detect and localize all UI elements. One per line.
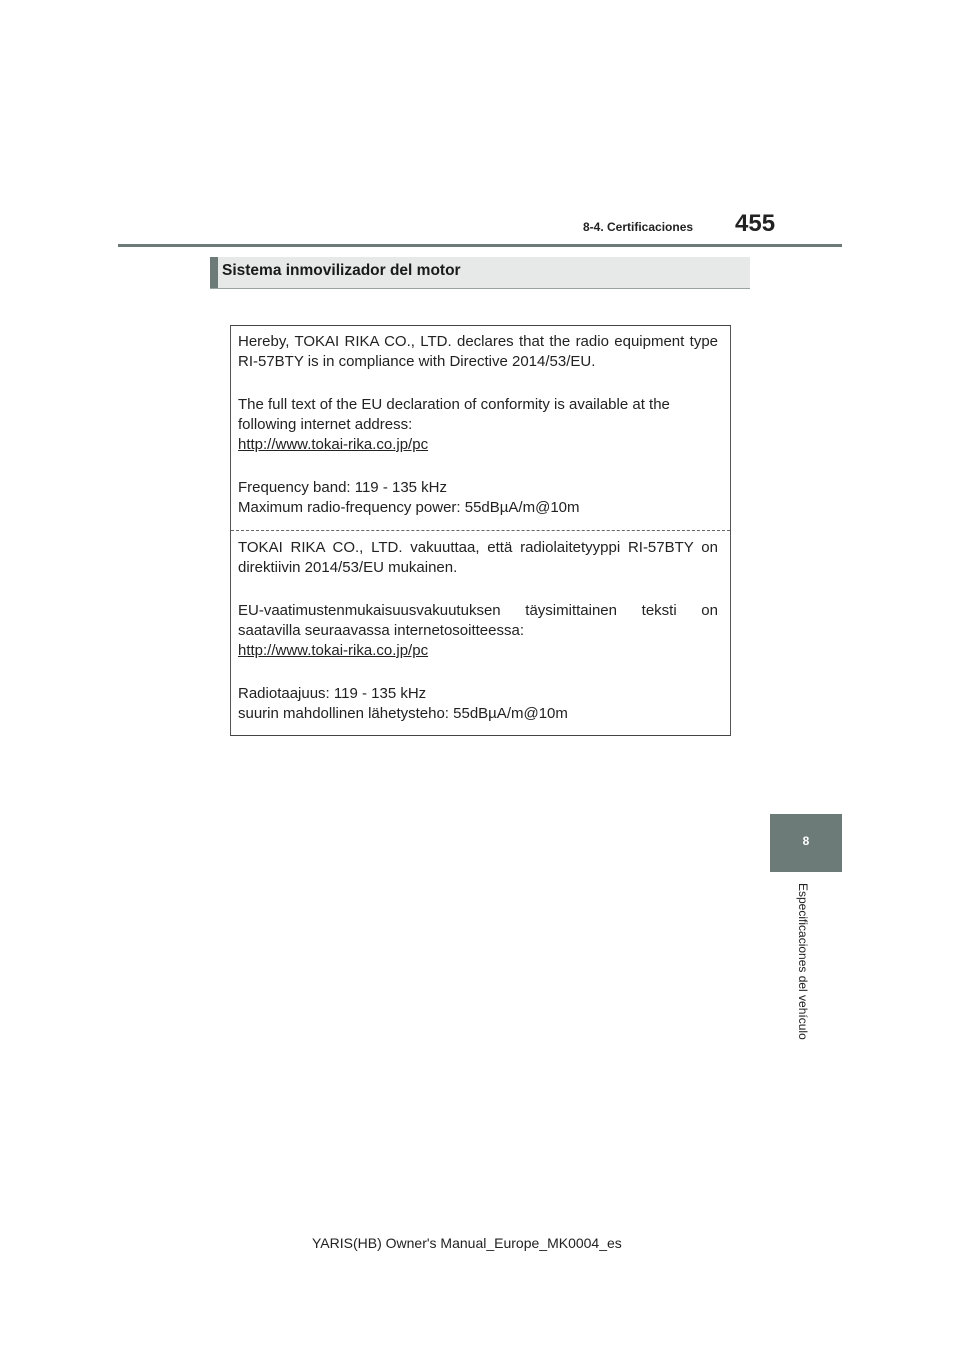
header-rule [118,244,842,247]
page-number: 455 [735,210,776,237]
english-line-2: RI-57BTY is in compliance with Directive 2014/53/EU. [238,353,596,370]
finnish-line-4: saatavilla seuraavassa internetosoitteessa: [238,622,524,639]
chapter-title-vertical [796,883,816,1063]
english-declaration [238,332,718,518]
chapter-title: Especificaciones del vehículo [796,883,810,1040]
chapter-tab[interactable] [770,814,842,872]
chapter-number: 8 [802,834,810,848]
section-title: 8-4. Certificaciones [583,220,694,234]
finnish-line-2: direktiivin 2014/53/EU mukainen. [238,559,458,576]
finnish-declaration [238,538,718,724]
section-heading [210,257,750,289]
finnish-line-1: TOKAI RIKA CO., LTD. vakuuttaa, että radiolaitetyyppi RI-57BTY on [238,539,718,556]
english-link[interactable]: http://www.tokai-rika.co.jp/pc [238,436,429,453]
english-power: Maximum radio-frequency power: 55dBµA/m@10m [238,499,580,516]
language-divider [231,530,730,531]
heading-label: Sistema inmovilizador del motor [222,262,461,279]
finnish-line-3: EU-vaatimustenmukaisuusvakuutuksen täysimittainen teksti on [238,602,718,619]
heading-accent-bar [210,257,218,288]
finnish-link[interactable]: http://www.tokai-rika.co.jp/pc [238,642,429,659]
english-frequency: Frequency band: 119 - 135 kHz [238,479,448,496]
english-line-3: The full text of the EU declaration of conformity is available at the [238,396,670,413]
finnish-frequency: Radiotaajuus: 119 - 135 kHz [238,685,427,702]
certificate-box [230,325,731,736]
english-line-1: Hereby, TOKAI RIKA CO., LTD. declares that the radio equipment type [238,333,718,350]
manual-footer: YARIS(HB) Owner's Manual_Europe_MK0004_es [312,1235,622,1251]
english-line-4: following internet address: [238,416,413,433]
finnish-power: suurin mahdollinen lähetysteho: 55dBµA/m@10m [238,705,568,722]
